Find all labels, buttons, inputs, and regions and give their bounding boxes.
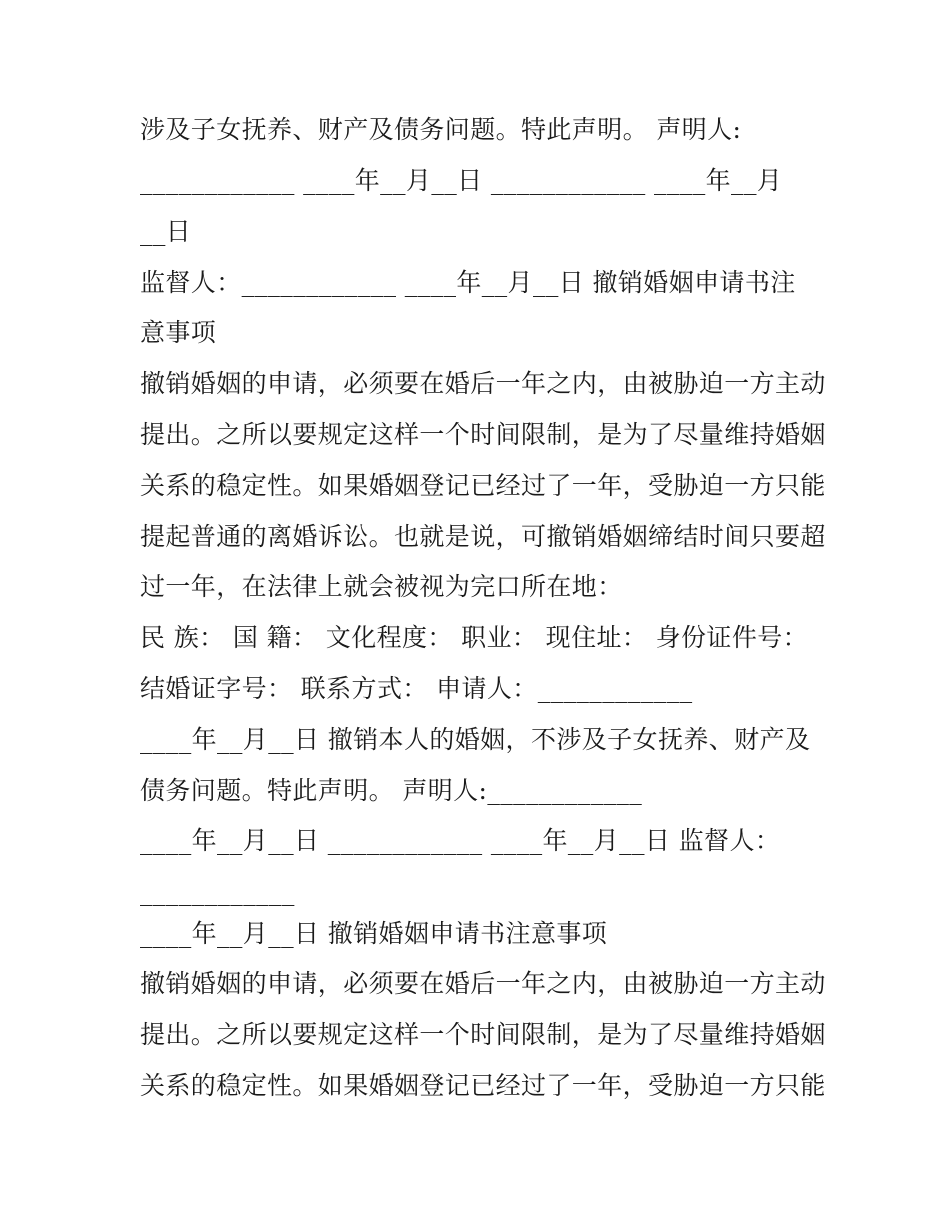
text-line: 撤销婚姻的申请，必须要在婚后一年之内，由被胁迫一方主动 xyxy=(140,969,826,998)
text-line: ____年__月__日 撤销本人的婚姻，不涉及子女抚养、财产及 xyxy=(140,725,811,754)
text-line: 提出。之所以要规定这样一个时间限制，是为了尽量维持婚姻 xyxy=(140,420,826,449)
text-line: 民 族： 国 籍： 文化程度： 职业： 现住址： 身份证件号： xyxy=(140,623,809,652)
text-line: ____________ xyxy=(140,877,295,906)
text-line: 关系的稳定性。如果婚姻登记已经过了一年，受胁迫一方只能 xyxy=(140,1071,826,1100)
text-line: __日 xyxy=(140,217,192,246)
text-line: 结婚证字号： 联系方式： 申请人：____________ xyxy=(140,674,693,703)
text-line: ____年__月__日 撤销婚姻申请书注意事项 xyxy=(140,919,608,948)
text-line: 提起普通的离婚诉讼。也就是说，可撤销婚姻缔结时间只要超 xyxy=(140,522,826,551)
text-line: 关系的稳定性。如果婚姻登记已经过了一年，受胁迫一方只能 xyxy=(140,471,826,500)
text-line: 撤销婚姻的申请，必须要在婚后一年之内，由被胁迫一方主动 xyxy=(140,369,826,398)
text-line: 提出。之所以要规定这样一个时间限制，是为了尽量维持婚姻 xyxy=(140,1020,826,1049)
text-line: ____年__月__日 ____________ ____年__月__日 监督人： xyxy=(140,826,781,855)
text-line: 过一年，在法律上就会被视为完口所在地： xyxy=(140,572,623,601)
text-line: 债务问题。特此声明。 声明人:____________ xyxy=(140,776,643,805)
text-line: 意事项 xyxy=(140,318,217,347)
text-line: ____________ ____年__月__日 ____________ ____年__月 xyxy=(140,166,783,195)
text-line: 监督人：____________ ____年__月__日 撤销婚姻申请书注 xyxy=(140,268,796,297)
text-line: 涉及子女抚养、财产及债务问题。特此声明。 声明人: xyxy=(140,115,742,144)
